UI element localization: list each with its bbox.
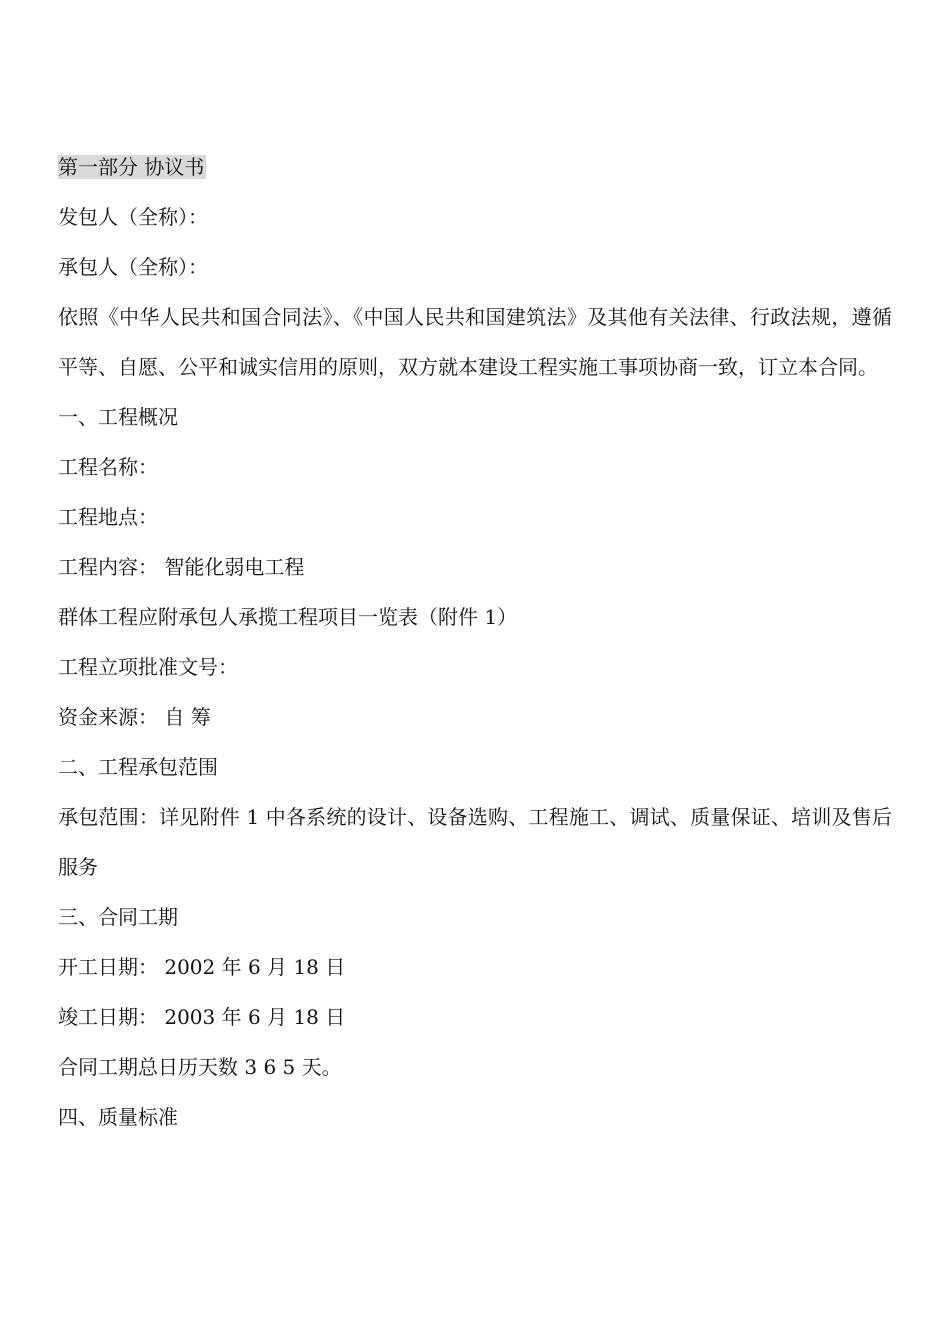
group-project-note: 群体工程应附承包人承揽工程项目一览表（附件 1） <box>58 605 518 629</box>
start-date-field: 开工日期： 2002 年 6 月 18 日 <box>58 955 346 979</box>
preamble-paragraph: 依照《中华人民共和国合同法》、《中国人民共和国建筑法》及其他有关法律、行政法规，遵循平等、自愿、公平和诚实信用的原则，双方就本建设工程实施工事项协商一致，订立本合同。 <box>58 305 892 379</box>
scope-paragraph: 承包范围：详见附件 1 中各系统的设计、设备选购、工程施工、调试、质量保证、培训及售后服务 <box>58 805 892 879</box>
document-body <box>58 142 892 1142</box>
project-name-field: 工程名称： <box>58 455 158 479</box>
section-heading-contract-period: 三、合同工期 <box>58 905 178 929</box>
funding-source-field: 资金来源： 自 筹 <box>58 705 211 729</box>
employer-field: 发包人（全称）： <box>58 205 208 229</box>
part-title-line <box>58 142 892 192</box>
section-heading-project-overview: 一、工程概况 <box>58 405 178 429</box>
project-location-field: 工程地点： <box>58 505 158 529</box>
section-heading-scope: 二、工程承包范围 <box>58 755 218 779</box>
contractor-field: 承包人（全称）： <box>58 255 208 279</box>
part-title: 第一部分 协议书 <box>58 155 205 179</box>
total-days-field: 合同工期总日历天数 3 6 5 天。 <box>58 1055 342 1079</box>
completion-date-field: 竣工日期： 2003 年 6 月 18 日 <box>58 1005 346 1029</box>
section-heading-quality-standard: 四、质量标准 <box>58 1105 178 1129</box>
approval-doc-field: 工程立项批准文号： <box>58 655 238 679</box>
project-content-field: 工程内容： 智能化弱电工程 <box>58 555 305 579</box>
